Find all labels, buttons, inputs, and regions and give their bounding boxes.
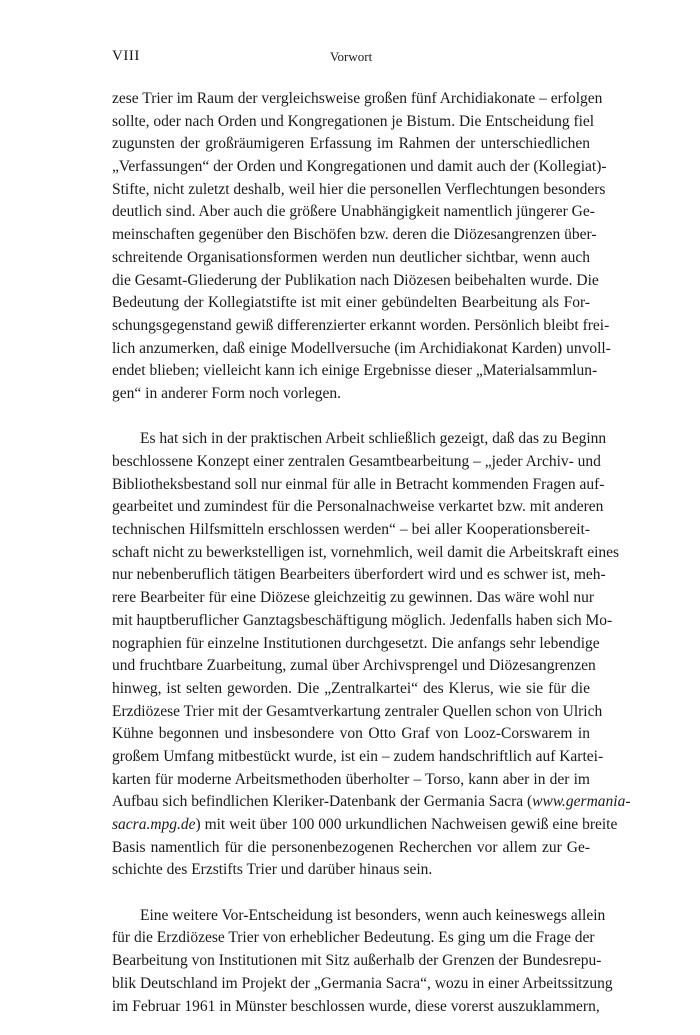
text-line: zugunsten der großräumigeren Erfassung im Rahmen der unterschiedlichen [112,135,590,153]
paragraph-gap [112,406,590,429]
text-line: sollte, oder nach Orden und Kongregationen je Bistum. Die Entscheidung fiel [112,112,595,130]
text-line: im Februar 1961 in Münster beschlossen wurde, diese vorerst auszuklammern, [112,997,600,1015]
text-line: meinschaften gegenüber den Bischöfen bzw. deren die Diözesangrenzen über- [112,226,597,244]
paragraph [112,88,611,406]
paragraph [112,905,613,1018]
text-line: gearbeitet und zumindest für die Personalnachweise verkartet bzw. mit anderen [112,498,604,516]
text-line: Aufbau sich befindlichen Kleriker-Datenbank der Germania Sacra (www.germania- [112,793,631,811]
text-line: Erzdiözese Trier mit der Gesamtverkartung zentraler Quellen schon von Ulrich [112,702,603,720]
text-line: und fruchtbare Zuarbeitung, zumal über Archivsprengel und Diözesangrenzen [112,657,596,675]
text-line: nur nebenberuflich tätigen Bearbeiters überfordert wird und es schwer ist, meh- [112,566,606,584]
running-title: Vorwort [329,49,373,64]
text-line: mit hauptberuflicher Ganztagsbeschäftigung möglich. Jedenfalls haben sich Mo- [112,611,613,629]
text-line: Bedeutung der Kollegiatstifte ist mit einer gebündelten Bearbeitung als For- [112,294,590,312]
paragraph [112,428,631,882]
text-line: Kühne begonnen und insbesondere von Otto Graf von Looz-Corswarem in [112,725,590,743]
text-line: zese Trier im Raum der vergleichsweise großen fünf Archidiakonate – erfolgen [112,90,603,107]
text-line: karten für moderne Arbeitsmethoden überholter – Torso, kann aber in der im [112,770,590,788]
text-line: schungsgegenstand gewiß differenzierter erkannt worden. Persönlich bleibt frei- [112,316,610,334]
text-line: schichte des Erzstifts Trier und darüber hinaus sein. [112,861,433,879]
text-line: Bibliotheksbestand soll nur einmal für alle in Betracht kommenden Fragen auf- [112,475,605,493]
text-line: deutlich sind. Aber auch die größere Unabhängigkeit namentlich jüngerer Ge- [112,203,595,221]
text-line: Es hat sich in der praktischen Arbeit schließlich gezeigt, daß das zu Beginn [140,430,607,448]
body-text [112,88,631,1018]
text-line: schreitende Organisationsformen werden nun deutlicher sichtbar, wenn auch [112,248,590,266]
text-line: technischen Hilfsmitteln erschlossen werden“ – bei aller Kooperationsbereit- [112,521,590,539]
text-line: schaft nicht zu bewerkstelligen ist, vornehmlich, weil damit die Arbeitskraft eines [112,543,620,561]
text-line: Stifte, nicht zuletzt deshalb, weil hier die personellen Verflechtungen besonders [112,180,606,198]
text-line: rere Bearbeiter für eine Diözese gleichzeitig zu gewinnen. Das wäre wohl nur [112,589,595,607]
text-line: „Verfassungen“ der Orden und Kongregationen und damit auch der (Kollegiat)- [112,158,607,176]
text-line: Basis namentlich für die personenbezogenen Recherchen vor allem zur Ge- [112,838,590,856]
text-line: großem Umfang mitbestückt wurde, ist ein – zudem handschriftlich auf Kartei- [112,747,604,765]
paragraph-gap [112,882,590,905]
text-line: hinweg, ist selten geworden. Die „Zentralkartei“ des Klerus, wie sie für die [112,679,590,697]
text-line: sacra.mpg.de) mit weit über 100 000 urkundlichen Nachweisen gewiß eine breite [112,816,618,833]
text-line: für die Erzdiözese Trier von erheblicher Bedeutung. Es ging um die Frage der [112,929,595,947]
text-line: die Gesamt-Gliederung der Publikation nach Diözesen beibehalten wurde. Die [112,271,599,289]
page-number: VIII [112,48,140,64]
text-line: gen“ in anderer Form noch vorlegen. [112,384,341,402]
text-line: Bearbeitung von Institutionen mit Sitz außerhalb der Grenzen der Bundesrepu- [112,952,602,970]
text-line: blik Deutschland im Projekt der „Germania Sacra“, wozu in einer Arbeitssitzung [112,974,613,992]
text-line: nographien für einzelne Institutionen durchgesetzt. Die anfangs sehr lebendige [112,634,600,652]
text-line: Eine weitere Vor-Entscheidung ist besonders, wenn auch keineswegs allein [140,906,606,924]
text-line: lich anzumerken, daß einige Modellversuche (im Archidiakonat Karden) unvoll- [112,339,611,357]
running-head [112,48,590,70]
text-line: beschlossene Konzept einer zentralen Gesamtbearbeitung – „jeder Archiv- und [112,453,601,470]
text-line: endet blieben; vielleicht kann ich einige Ergebnisse dieser „Materialsammlun- [112,362,598,380]
